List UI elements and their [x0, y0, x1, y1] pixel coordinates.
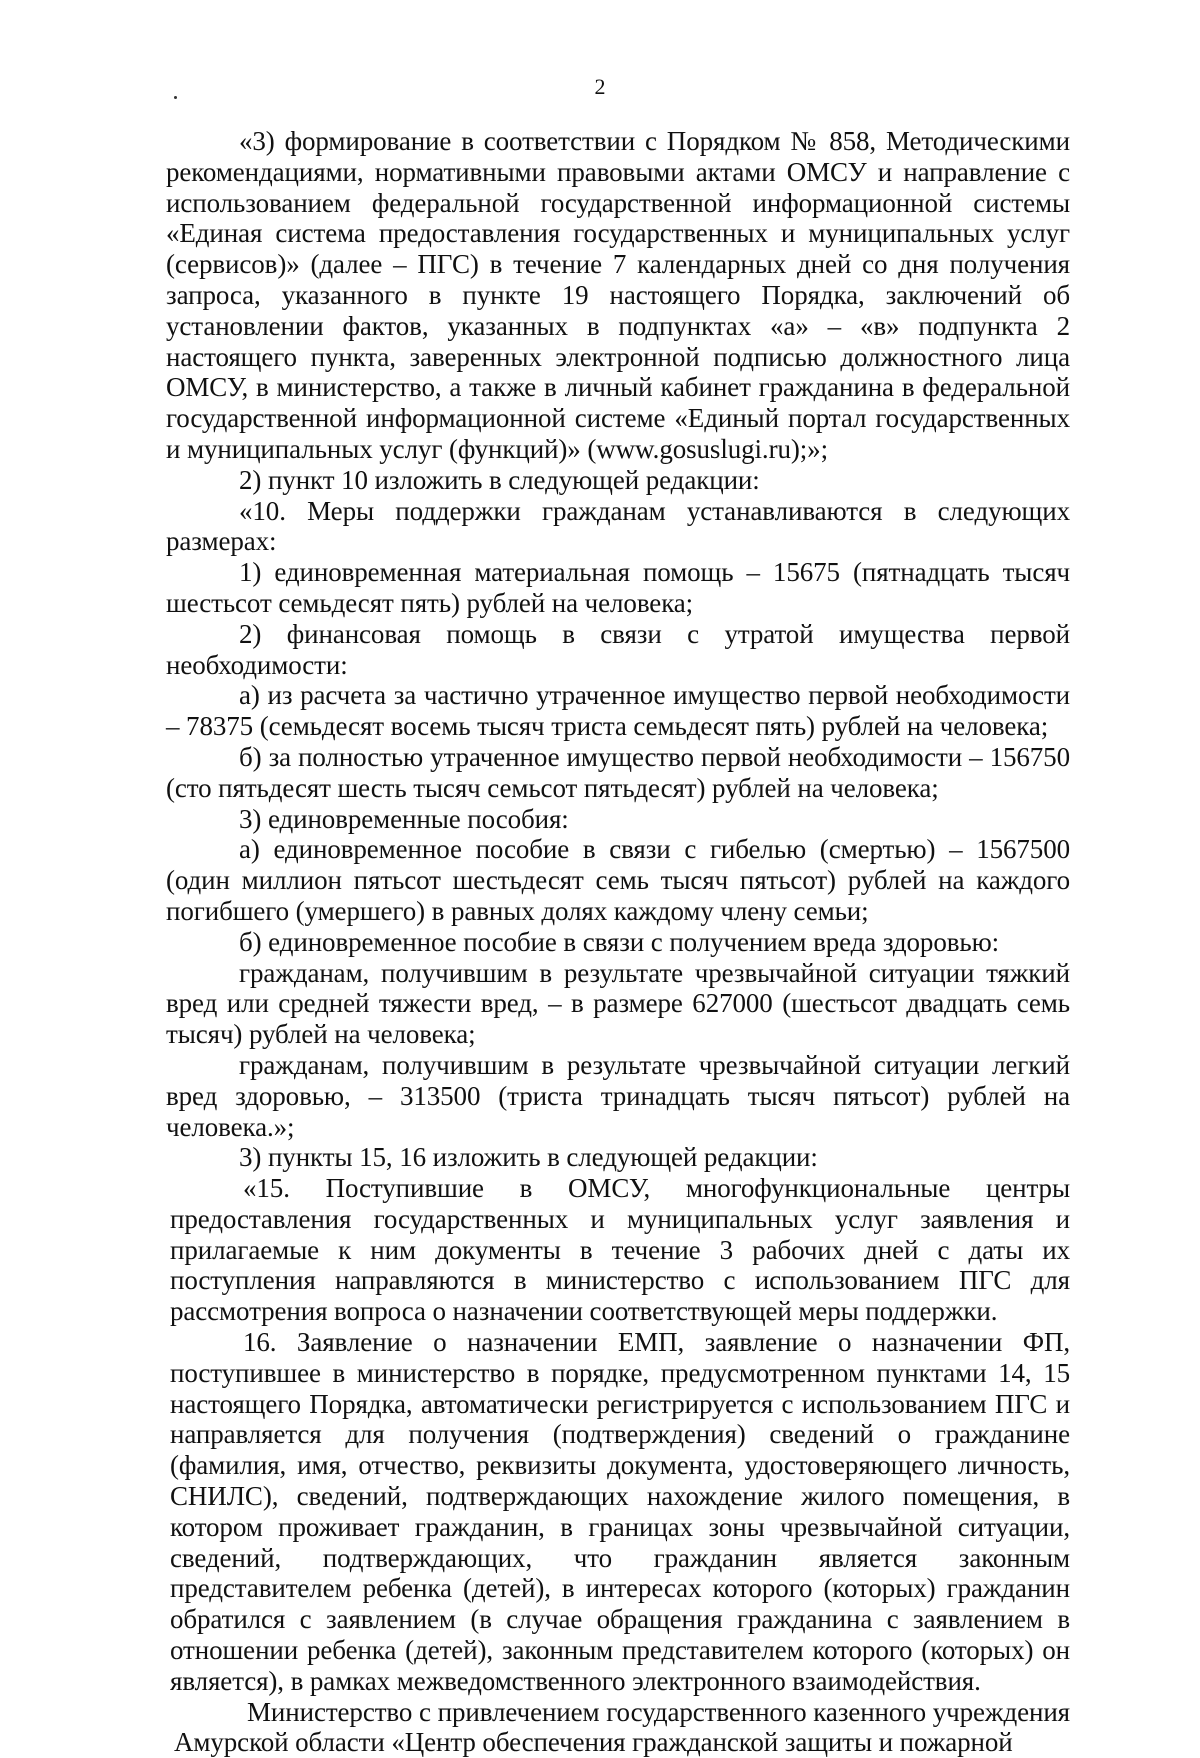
page-number: 2	[594, 74, 606, 99]
paragraph-fp-partial: а) из расчета за частично утраченное имущество первой необходимости – 78375 (семьдесят восемь тысяч триста семьдесят пять) рублей на человека;	[166, 680, 1070, 742]
paragraph-allowances: 3) единовременные пособия:	[239, 803, 569, 834]
paragraph-points-15-16: 3) пункты 15, 16 изложить в следующей редакции:	[239, 1142, 818, 1173]
paragraph-fp: 2) финансовая помощь в связи с утратой имущества первой необходимости:	[166, 618, 1070, 680]
paragraph-ministry: Министерство с привлечением государственного казенного учреждения Амурской области «Центр обеспечения гражданской защиты и пожарной	[174, 1696, 1070, 1758]
paragraph-point-15: «15. Поступившие в ОМСУ, многофункциональные центры предоставления государственных и муниципальных услуг заявления и прилагаемые к ним документы в течение 3 рабочих дней с даты их поступления направляются в министерство с использованием ПГС для рассмотрения вопроса о назначении соответствующей меры поддержки.	[170, 1173, 1070, 1327]
paragraph-allowance-death: а) единовременное пособие в связи с гибелью (смертью) – 1567500 (один миллион пятьсот шестьдесят семь тысяч пятьсот) рублей на каждого погибшего (умершего) в равных долях каждому члену семьи;	[166, 834, 1070, 926]
paragraph-emp: 1) единовременная материальная помощь – 15675 (пятнадцать тысяч шестьсот семьдесят пять) рублей на человека;	[166, 557, 1070, 618]
paragraph-light-harm: гражданам, получившим в результате чрезвычайной ситуации легкий вред здоровью, – 313500 (триста тринадцать тысяч пятьсот) рублей на человека.»;	[166, 1049, 1070, 1142]
paragraph-severe-harm: гражданам, получившим в результате чрезвычайной ситуации тяжкий вред или средней тяжести вред, – в размере 627000 (шестьсот двадцать семь тысяч) рублей на человека;	[166, 957, 1070, 1050]
document-body	[166, 126, 1070, 1758]
paragraph-point-16: 16. Заявление о назначении ЕМП, заявление о назначении ФП, поступившее в министерство в порядке, предусмотренном пунктами 14, 15 настоящего Порядка, автоматически регистрируется с использованием ПГС и направляется для получения (подтверждения) сведений о гражданине (фамилия, имя, отчество, реквизиты документа, удостоверяющего личность, СНИЛС), сведений, подтверждающих нахождение жилого помещения, в котором проживает гражданин, в границах зоны чрезвычайной ситуации, сведений, подтверждающих, что гражданин является законным представителем ребенка (детей), в интересах которого (которых) гражданин обратился с заявлением (в случае обращения гражданина с заявлением в отношении ребенка (детей), законным представителем которого (которых) он является), в рамках межведомственного электронного взаимодействия.	[170, 1327, 1070, 1696]
paragraph-fp-full: б) за полностью утраченное имущество первой необходимости – 156750 (сто пятьдесят шесть тысяч семьсот пятьдесят) рублей на человека;	[166, 741, 1070, 803]
paragraph-allowance-health: б) единовременное пособие в связи с получением вреда здоровью:	[239, 926, 1000, 957]
paragraph-point-2: 2) пункт 10 изложить в следующей редакции:	[239, 464, 760, 495]
paragraph-point-10: «10. Меры поддержки гражданам устанавливаются в следующих размерах:	[166, 495, 1070, 557]
paragraph-item-3: «3) формирование в соответствии с Порядком № 858, Методическими рекомендациями, нормативными правовыми актами ОМСУ и направление с использованием федеральной государственной информационной системы «Единая система предоставления государственных и муниципальных услуг (сервисов)» (далее – ПГС) в течение 7 календарных дней со дня получения запроса, указанного в пункте 19 настоящего Порядка, заключений об установлении фактов, указанных в подпунктах «а» – «в» подпункта 2 настоящего пункта, заверенных электронной подписью должностного лица ОМСУ, в министерство, а также в личный кабинет гражданина в федеральной государственной информационной системе «Единый портал государственных и муниципальных услуг (функций)» (www.gosuslugi.ru);»;	[166, 126, 1070, 464]
